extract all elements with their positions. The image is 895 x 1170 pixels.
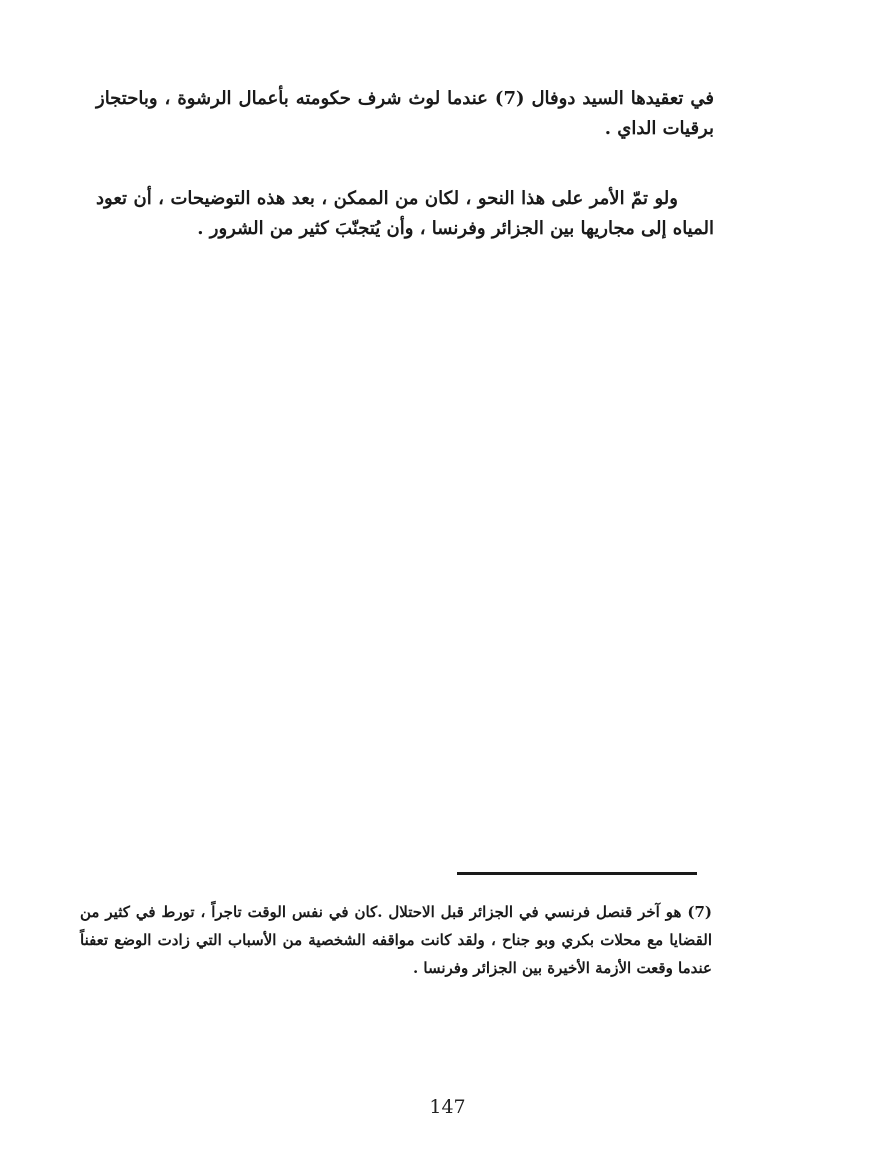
body-paragraph-2: [96, 184, 714, 244]
footnote: [80, 898, 712, 982]
footnote-divider: [457, 872, 697, 875]
paragraph-text: في تعقيدها السيد دوفال (7) عندما لوث شرف حكومته بأعمال الرشوة ، وباحتجاز برقيات الداي .: [96, 88, 714, 139]
footnote-text: (7) هو آخر قنصل فرنسي في الجزائر قبل الاحتلال .كان في نفس الوقت تاجراً ، تورط في كثير من القضايا مع محلات بكري وبو جناح ، ولقد كانت مواقفه الشخصية من الأسباب التي زادت الوضع تعفناً عندما وقعت الأزمة الأخيرة بين الجزائر وفرنسا .: [80, 903, 712, 977]
paragraph-text: ولو تمّ الأمر على هذا النحو ، لكان من الممكن ، بعد هذه التوضيحات ، أن تعود المياه إلى مجاريها بين الجزائر وفرنسا ، وأن يُتجنّبَ كثير من الشرور .: [96, 188, 714, 239]
body-paragraph-1: [96, 84, 714, 144]
page-number: 147: [429, 1096, 466, 1118]
